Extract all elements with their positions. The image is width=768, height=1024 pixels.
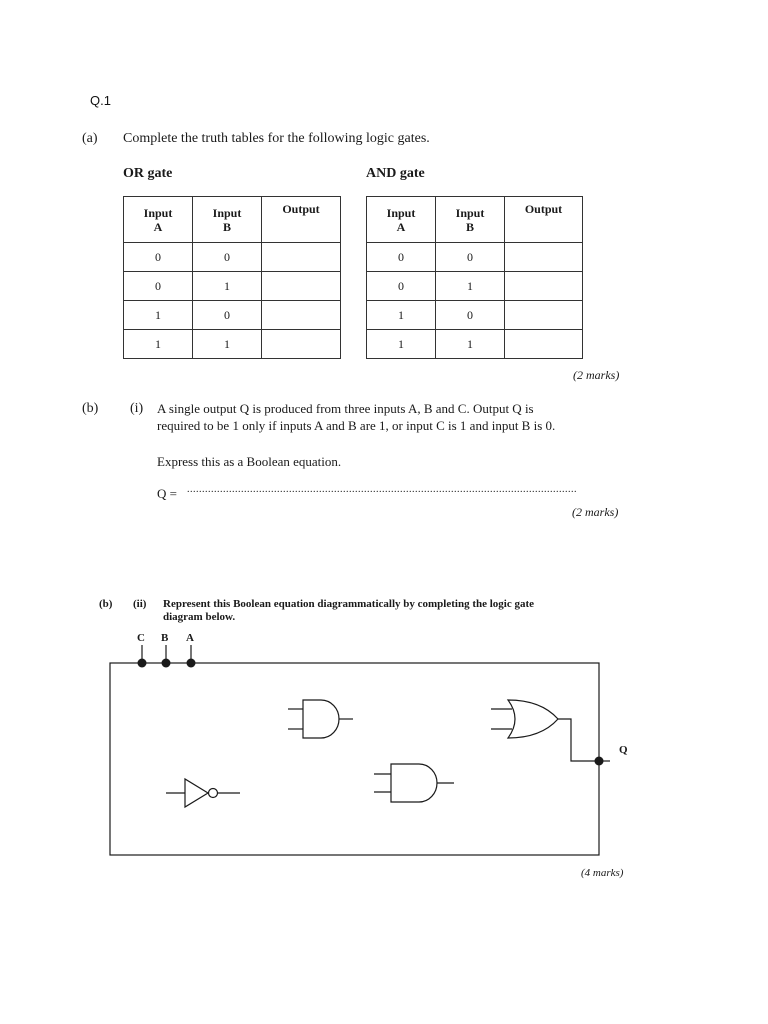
answer-prefix: Q = [157, 486, 177, 501]
question-number: Q.1 [90, 93, 111, 108]
part-b-i-sub: (i) [130, 401, 144, 416]
output-q-label: Q [619, 744, 628, 756]
cell-a: 0 [124, 243, 193, 272]
part-b-ii-sub: (ii) [133, 598, 147, 610]
part-b-ii-line2: diagram below. [163, 611, 236, 623]
cell-b: 0 [436, 301, 505, 330]
cell-a: 1 [367, 301, 436, 330]
part-b-ii-line1: Represent this Boolean equation diagrammatically by completing the logic gate [163, 598, 535, 610]
cell-b: 0 [193, 301, 262, 330]
cell-a: 1 [124, 330, 193, 359]
diagram-frame [110, 663, 599, 855]
cell-b: 1 [193, 330, 262, 359]
input-b-node [162, 659, 171, 668]
part-b-i-marks: (2 marks) [572, 505, 619, 519]
cell-a: 0 [367, 243, 436, 272]
and-gate-2 [374, 764, 454, 802]
input-b-label: B [161, 632, 169, 644]
input-c-node [138, 659, 147, 668]
header-input-b: Input B [436, 197, 505, 243]
part-b-i-line1: A single output Q is produced from three inputs A, B and C. Output Q is [157, 401, 534, 416]
cell-a: 1 [124, 301, 193, 330]
part-b-ii-marks: (4 marks) [581, 867, 624, 879]
part-a-text: Complete the truth tables for the following logic gates. [123, 131, 430, 146]
part-b-i-line2: required to be 1 only if inputs A and B are 1, or input C is 1 and input B is 0. [157, 418, 556, 433]
input-a-node [187, 659, 196, 668]
part-a-label: (a) [82, 131, 98, 146]
header-input-a: Input A [124, 197, 193, 243]
or-gate [491, 700, 610, 761]
header-output: Output [505, 197, 583, 243]
part-a-marks: (2 marks) [573, 368, 620, 382]
and-gate-1 [288, 700, 353, 738]
and-table-title: AND gate [366, 166, 425, 181]
answer-line[interactable]: .................................................................................................................................. [187, 484, 577, 495]
input-c-label: C [137, 632, 145, 644]
or-table-title: OR gate [123, 166, 173, 181]
part-b-label: (b) [82, 401, 99, 416]
part-b-i-instruction: Express this as a Boolean equation. [157, 454, 342, 469]
header-input-b: Input B [193, 197, 262, 243]
cell-b: 0 [193, 243, 262, 272]
cell-b: 0 [436, 243, 505, 272]
cell-b: 1 [436, 330, 505, 359]
cell-a: 0 [124, 272, 193, 301]
header-output: Output [262, 197, 341, 243]
cell-a: 1 [367, 330, 436, 359]
cell-b: 1 [436, 272, 505, 301]
cell-a: 0 [367, 272, 436, 301]
part-b-ii-label: (b) [99, 598, 113, 610]
cell-b: 1 [193, 272, 262, 301]
not-gate [166, 779, 240, 807]
header-input-a: Input A [367, 197, 436, 243]
input-a-label: A [186, 632, 194, 644]
output-node [595, 757, 604, 766]
